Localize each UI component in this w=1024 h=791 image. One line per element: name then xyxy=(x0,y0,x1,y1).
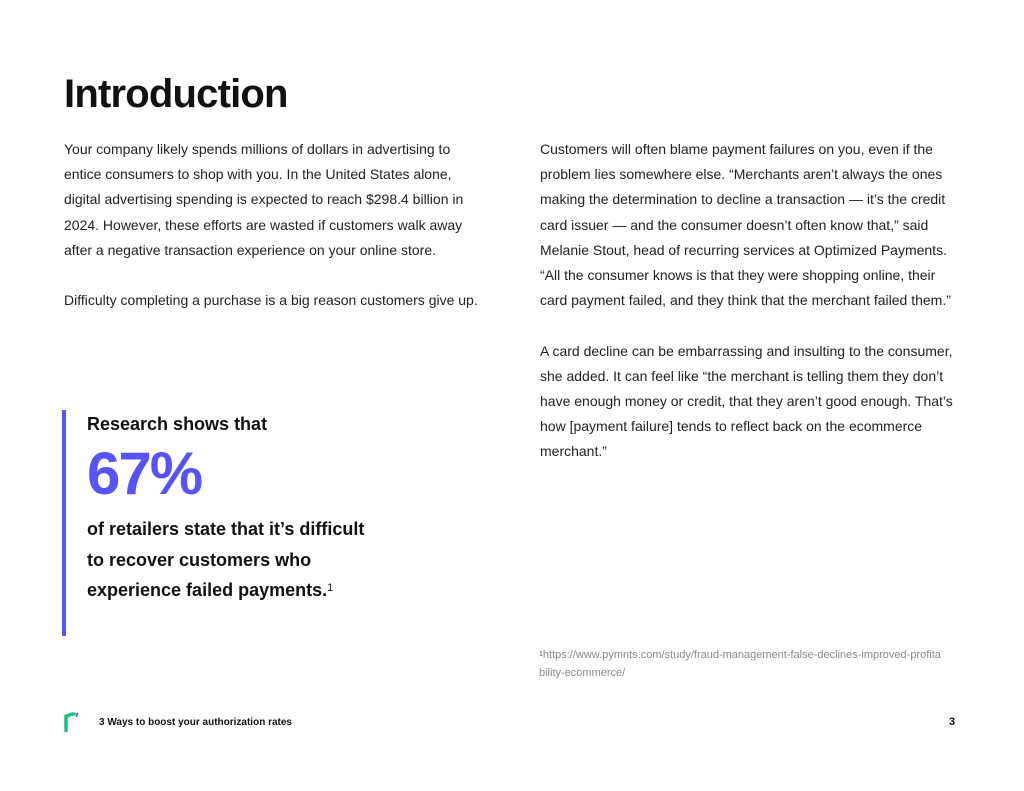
page-title: Introduction xyxy=(64,72,288,116)
paragraph: Customers will often blame payment failures on you, even if the problem lies somewhere else. “Merchants aren’t always the ones making the determination to decline a transaction — it’s the credit card issuer — and the consumer doesn’t often know that,” said Melanie Stout, head of recurring services at Optimized Payments. “All the consumer knows is that they were shopping online, their card payment failed, and they think that the merchant failed them.” xyxy=(540,141,951,309)
right-column xyxy=(540,137,960,490)
paragraph: A card decline can be embarrassing and insulting to the consumer, she added. It can feel like “the merchant is telling them they don’t have enough money or credit, that they aren’t good enough. That’s how [payment failure] tends to reflect back on the ecommerce merchant.” xyxy=(540,342,953,460)
page-number: 3 xyxy=(949,716,956,728)
callout-body-wrap xyxy=(87,514,372,606)
footnote-ref[interactable]: 1 xyxy=(327,582,334,594)
footer-doc-title: 3 Ways to boost your authorization rates xyxy=(99,717,292,728)
footnote-number: 1 xyxy=(539,651,543,658)
left-column xyxy=(64,137,484,339)
stat-callout xyxy=(62,410,372,636)
callout-stat: 67% xyxy=(87,440,202,507)
callout-body: of retailers state that it’s difficult to recover customers who experience failed payments. xyxy=(87,519,365,600)
brand-logo-icon xyxy=(64,712,80,732)
paragraph: Your company likely spends millions of dollars in advertising to entice consumers to shop with you. In the United States alone, digital advertising spending is expected to reach $298.4 billion in 2024. However, these efforts are wasted if customers walk away after a negative transaction experience on your online store. xyxy=(64,141,464,258)
callout-lead: Research shows that xyxy=(87,414,268,434)
footnote-link[interactable]: https://www.pymnts.com/study/fraud-management-false-declines-improved-profitability-ecommerce/ xyxy=(539,649,941,679)
paragraph: Difficulty completing a purchase is a big reason customers give up. xyxy=(64,292,478,309)
footnote xyxy=(539,646,944,682)
